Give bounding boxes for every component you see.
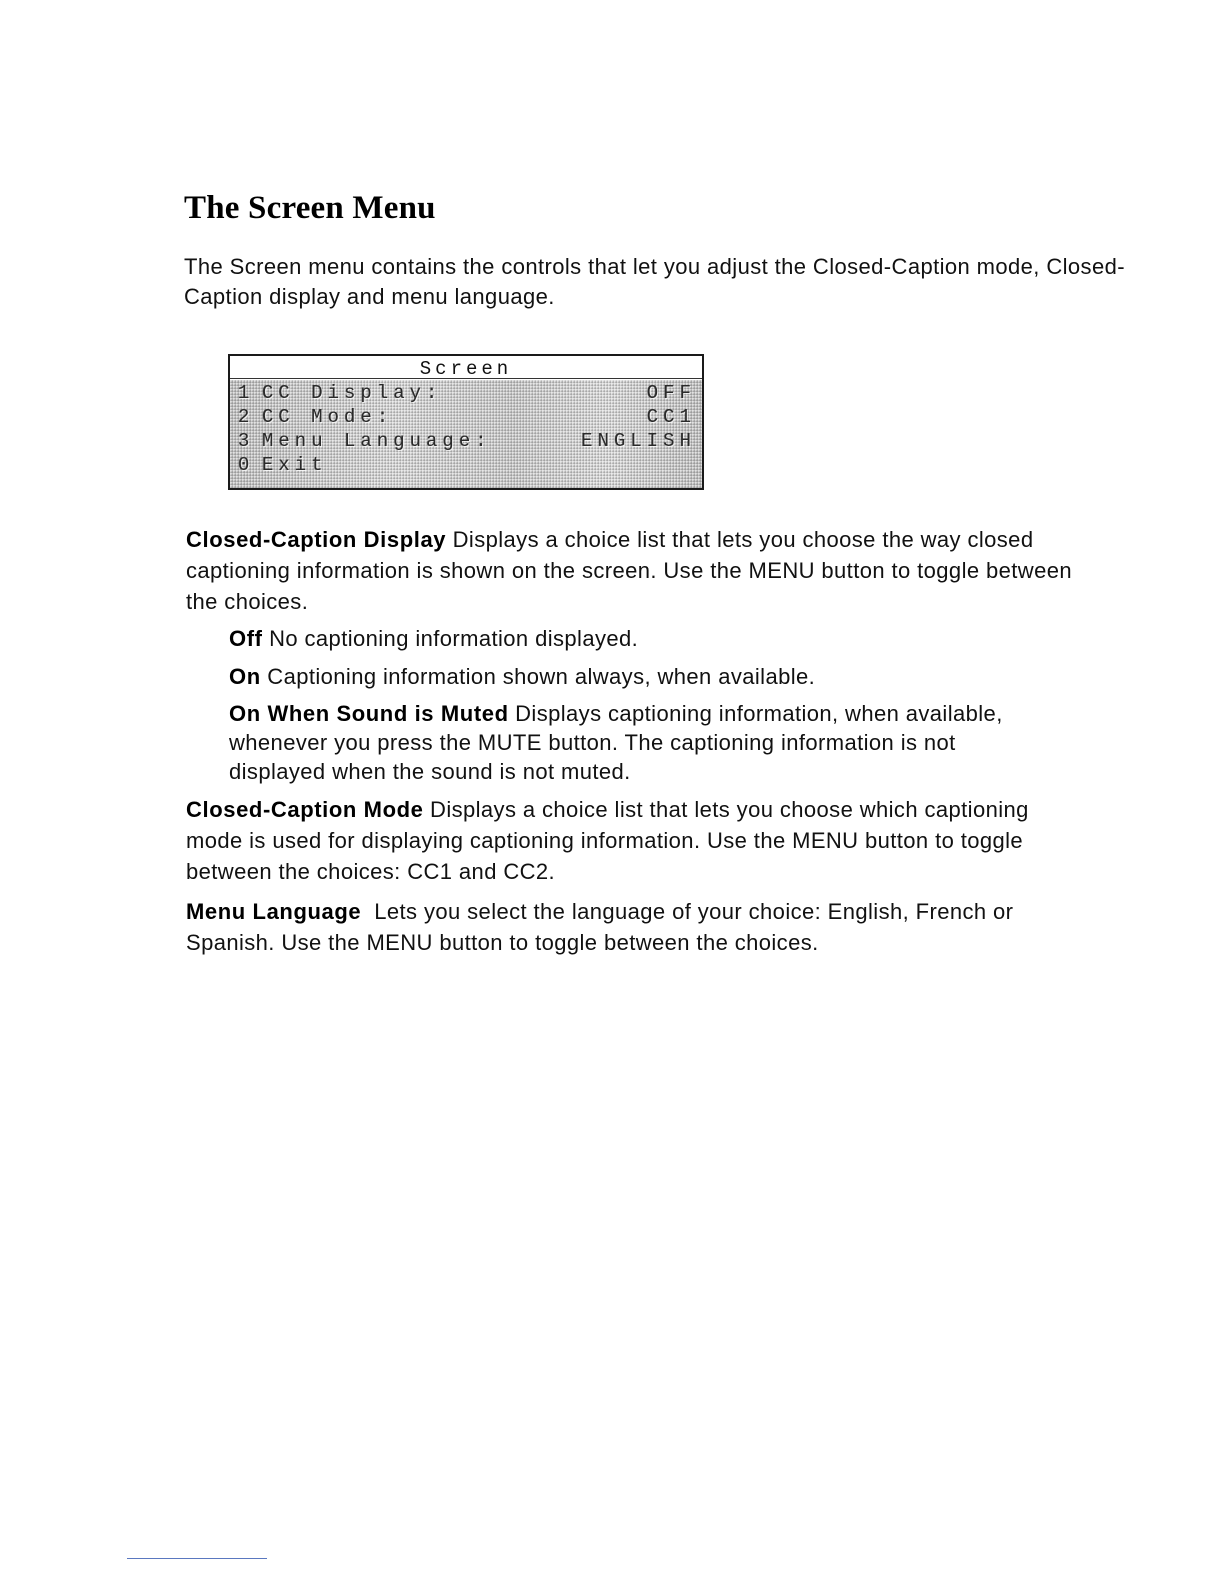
menu-item-cc-display <box>238 380 696 406</box>
menu-item-label: CC Display: <box>262 382 443 404</box>
cc-display-term: Closed-Caption Display <box>186 527 447 552</box>
off-option-description <box>229 623 1089 654</box>
cc-mode-term: Closed-Caption Mode <box>186 797 424 822</box>
screen-menu-title: Screen <box>419 358 513 380</box>
on-when-muted-option-term: On When Sound is Muted <box>229 701 509 726</box>
menu-language-term: Menu Language <box>186 899 362 924</box>
menu-item-menu-language <box>238 428 696 454</box>
screen-menu-items <box>230 380 702 488</box>
menu-item-number: 3 <box>238 430 255 452</box>
menu-item-number: 0 <box>238 454 255 476</box>
on-when-muted-option-text: Displays captioning information, when available, whenever you press the MUTE button. The captioning information is not displayed when the sound is not muted. <box>229 701 1003 784</box>
on-option-term: On <box>229 664 261 689</box>
menu-item-number: 1 <box>238 382 255 404</box>
footer-rule <box>127 1558 267 1559</box>
menu-item-value: ENGLISH <box>581 430 696 452</box>
intro-paragraph: The Screen menu contains the controls that let you adjust the Closed-Caption mode, Closed-Caption display and menu language. <box>184 254 1125 309</box>
cc-display-text: Displays a choice list that lets you choose the way closed captioning information is shown on the screen. Use the MENU button to toggle between the choices. <box>186 527 1072 614</box>
menu-item-exit <box>238 452 696 478</box>
off-option-term: Off <box>229 626 263 651</box>
menu-item-label: Exit <box>262 454 328 476</box>
menu-item-number: 2 <box>238 406 255 428</box>
menu-item-label: CC Mode: <box>262 406 394 428</box>
cc-mode-description <box>186 794 1066 887</box>
menu-language-description <box>186 896 1066 958</box>
screen-menu-panel <box>228 354 704 490</box>
off-option-text: No captioning information displayed. <box>262 626 639 651</box>
on-option-text: Captioning information shown always, when available. <box>260 664 816 689</box>
menu-item-cc-mode <box>238 404 696 430</box>
menu-item-label: Menu Language: <box>262 430 492 452</box>
screen-menu-title-divider <box>230 378 702 379</box>
menu-language-text: Lets you select the language of your choice: English, French or Spanish. Use the MENU button to toggle between the choices. <box>186 899 1020 955</box>
menu-item-value: OFF <box>646 382 696 404</box>
cc-mode-text: Displays a choice list that lets you choose which captioning mode is used for displaying captioning information. Use the MENU button to toggle between the choices: CC1 and CC2. <box>186 797 1029 884</box>
page-title: The Screen Menu <box>184 190 436 226</box>
on-when-muted-option-description <box>229 699 1049 786</box>
cc-display-description <box>186 524 1106 617</box>
menu-item-value: CC1 <box>646 406 696 428</box>
on-option-description <box>229 661 1089 692</box>
